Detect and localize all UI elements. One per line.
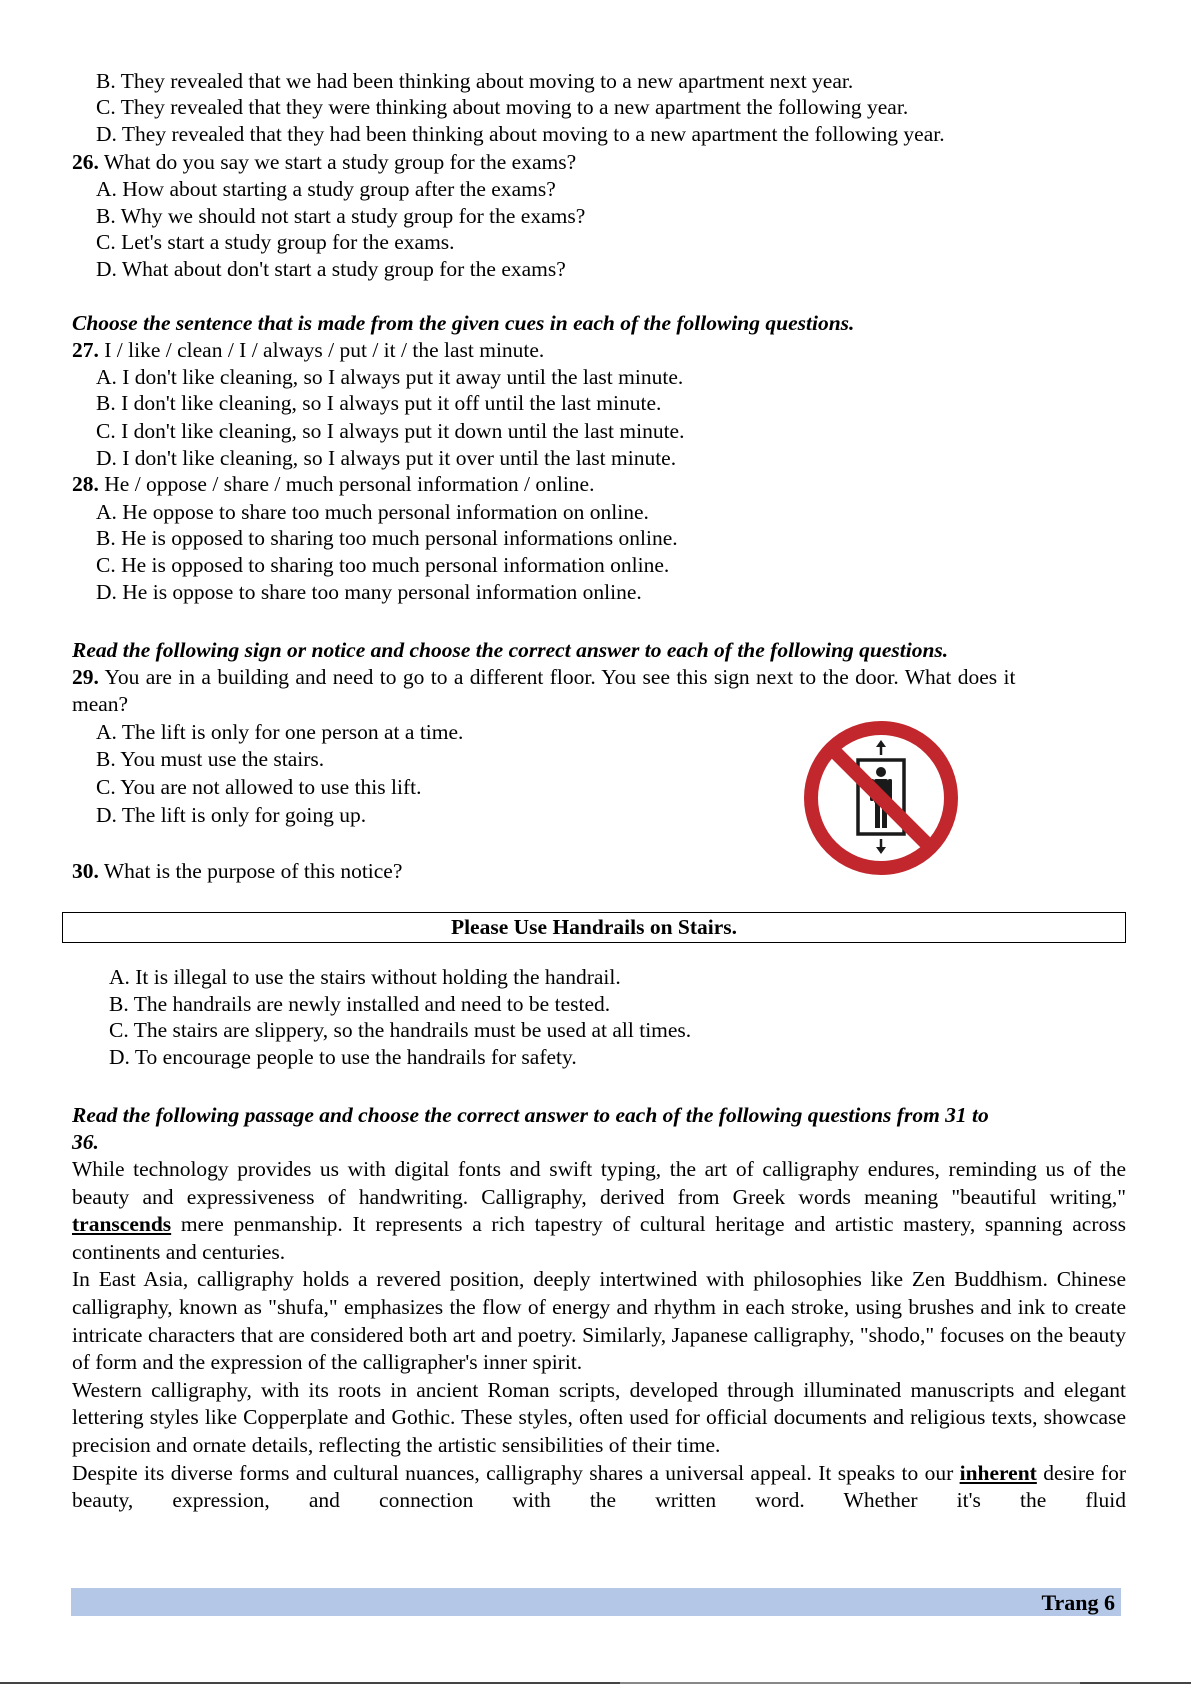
question-26	[72, 149, 576, 175]
notice-box	[62, 912, 1126, 943]
page-bottom-rule-segment	[620, 1682, 1080, 1684]
q29-option-b: B. You must use the stairs.	[96, 747, 325, 771]
q25-option-b: B. They revealed that we had been thinking about moving to a new apartment next year.	[96, 69, 854, 93]
q28-option-b: B. He is opposed to sharing too much personal informations online.	[96, 526, 678, 550]
q30-option-b: B. The handrails are newly installed and need to be tested.	[109, 992, 611, 1016]
question-text: I / like / clean / I / always / put / it / the last minute.	[98, 338, 545, 362]
page-footer-band	[71, 1588, 1121, 1616]
no-lift-sign-icon	[800, 717, 962, 879]
q25-option-c: C. They revealed that they were thinking about moving to a new apartment the following year.	[96, 95, 909, 119]
q26-option-c: C. Let's start a study group for the exams.	[96, 230, 455, 254]
question-text: What do you say we start a study group for the exams?	[98, 150, 577, 174]
question-27	[72, 337, 544, 363]
section-instruction-cues: Choose the sentence that is made from the given cues in each of the following questions.	[72, 311, 855, 335]
q30-option-c: C. The stairs are slippery, so the handrails must be used at all times.	[109, 1018, 692, 1042]
page-bottom-rule	[0, 1682, 1191, 1684]
q26-option-a: A. How about starting a study group after the exams?	[96, 177, 556, 201]
question-number: 27.	[72, 338, 99, 362]
q28-option-a: A. He oppose to share too much personal information on online.	[96, 500, 649, 524]
passage-paragraph-4	[72, 1460, 1126, 1515]
page-number: Trang 6	[1041, 1590, 1115, 1615]
q27-option-d: D. I don't like cleaning, so I always put it over until the last minute.	[96, 446, 677, 470]
question-text: You are in a building and need to go to a different floor. You see this sign next to the door. What does it	[98, 665, 1016, 689]
q25-option-d: D. They revealed that they had been thinking about moving to a new apartment the following year.	[96, 122, 945, 146]
passage-keyword-inherent: inherent	[959, 1460, 1037, 1485]
passage-text: mere penmanship. It represents a rich tapestry of cultural heritage and artistic mastery, spanning across continents and centuries.	[72, 1212, 1126, 1264]
passage-text: Despite its diverse forms and cultural nuances, calligraphy shares a universal appeal. It speaks to our	[72, 1460, 960, 1485]
section-instruction-passage: Read the following passage and choose the correct answer to each of the following questions from 31 to	[72, 1103, 989, 1127]
section-instruction-sign: Read the following sign or notice and choose the correct answer to each of the following questions.	[72, 638, 949, 662]
q27-option-b: B. I don't like cleaning, so I always put it off until the last minute.	[96, 391, 662, 415]
passage-text: desire for beauty, expression, and connection with the written word. Whether it's the fluid	[72, 1460, 1126, 1513]
q29-option-d: D. The lift is only for going up.	[96, 803, 367, 827]
q30-option-a: A. It is illegal to use the stairs without holding the handrail.	[109, 965, 621, 989]
question-30	[72, 858, 402, 884]
question-number: 30.	[72, 859, 99, 883]
prohibition-sign-graphic	[800, 717, 962, 879]
question-number: 28.	[72, 472, 99, 496]
passage-paragraph-2: In East Asia, calligraphy holds a revered position, deeply intertwined with philosophies like Zen Buddhism. Chinese calligraphy, known as "shufa," emphasizes the flow of energy and rhythm in each stroke, using brushes and ink to create intricate characters that are considered both art and poetry. Similarly, Japanese calligraphy, "shodo," focuses on the beauty of form and the expression of the calligrapher's inner spirit.	[72, 1267, 1126, 1375]
notice-text: Please Use Handrails on Stairs.	[450, 915, 738, 939]
q29-option-c: C. You are not allowed to use this lift.	[96, 775, 422, 799]
passage-paragraph-1	[72, 1156, 1126, 1266]
question-29-line2: mean?	[72, 692, 129, 716]
reading-passage	[72, 1156, 1126, 1515]
question-text: What is the purpose of this notice?	[98, 859, 403, 883]
section-instruction-passage-line2: 36.	[72, 1130, 99, 1154]
q26-option-d: D. What about don't start a study group for the exams?	[96, 257, 566, 281]
question-number: 26.	[72, 150, 99, 174]
q26-option-b: B. Why we should not start a study group for the exams?	[96, 204, 586, 228]
q27-option-a: A. I don't like cleaning, so I always put it away until the last minute.	[96, 365, 684, 389]
q29-option-a: A. The lift is only for one person at a time.	[96, 720, 464, 744]
passage-keyword-transcends: transcends	[72, 1212, 172, 1237]
question-text: He / oppose / share / much personal information / online.	[98, 472, 595, 496]
question-number: 29.	[72, 665, 99, 689]
q27-option-c: C. I don't like cleaning, so I always put it down until the last minute.	[96, 419, 685, 443]
q30-option-d: D. To encourage people to use the handrails for safety.	[109, 1045, 577, 1069]
q28-option-c: C. He is opposed to sharing too much personal information online.	[96, 553, 670, 577]
question-28	[72, 471, 594, 497]
passage-text: While technology provides us with digital fonts and swift typing, the art of calligraphy endures, reminding us of the beauty and expressiveness of handwriting. Calligraphy, derived from Greek words meaning "beautiful writing,"	[72, 1157, 1126, 1209]
q28-option-d: D. He is oppose to share too many personal information online.	[96, 580, 642, 604]
passage-paragraph-3: Western calligraphy, with its roots in ancient Roman scripts, developed through illuminated manuscripts and elegant lettering styles like Copperplate and Gothic. These styles, often used for official documents and religious texts, showcase precision and ornate details, reflecting the artistic sensibilities of their time.	[72, 1377, 1126, 1457]
question-29	[72, 664, 1126, 690]
